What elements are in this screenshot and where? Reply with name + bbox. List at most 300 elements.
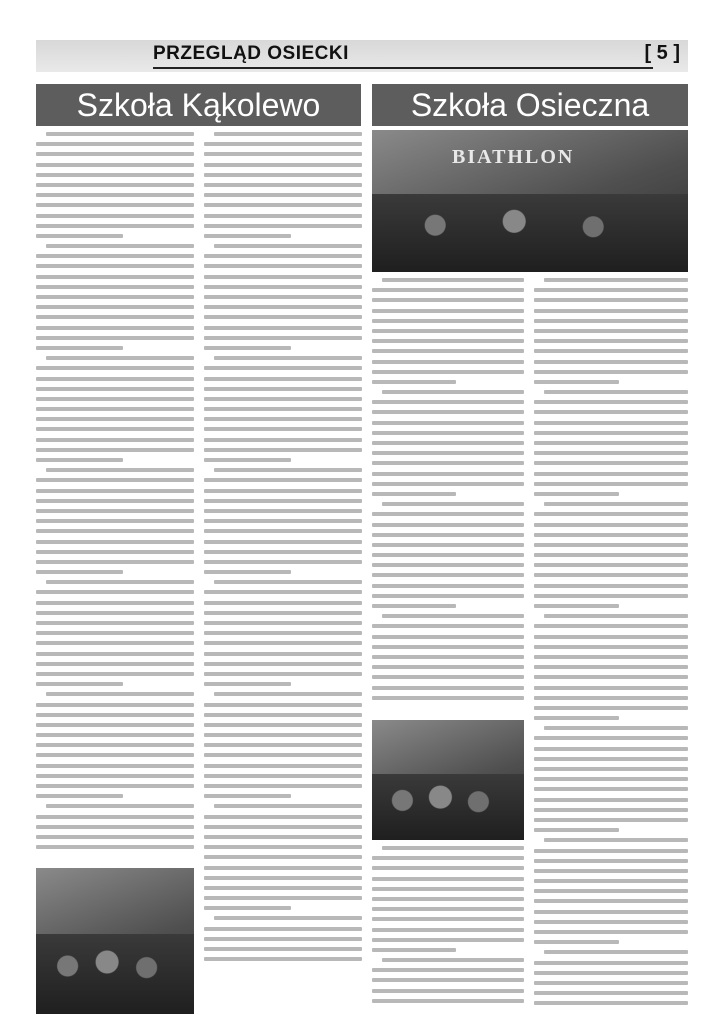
text-line-placeholder (36, 815, 194, 819)
text-line-placeholder (36, 427, 194, 431)
text-line-placeholder (36, 774, 194, 778)
text-line-placeholder (46, 804, 194, 808)
text-line-placeholder (204, 203, 362, 207)
text-line-placeholder (204, 254, 362, 258)
text-line-placeholder (204, 529, 362, 533)
photo-crowd (36, 934, 194, 1014)
text-line-placeholder (382, 278, 524, 282)
text-line-placeholder (204, 723, 362, 727)
text-line-placeholder (204, 601, 362, 605)
text-line-placeholder (36, 835, 194, 839)
text-line-placeholder (204, 183, 362, 187)
text-line-placeholder (372, 298, 524, 302)
text-line-placeholder (36, 458, 123, 462)
text-line-placeholder (534, 879, 688, 883)
text-line-placeholder (534, 319, 688, 323)
text-line-placeholder (204, 753, 362, 757)
text-line-placeholder (534, 492, 619, 496)
text-line-placeholder (204, 662, 362, 666)
text-line-placeholder (372, 948, 456, 952)
text-line-placeholder (204, 896, 362, 900)
text-line-placeholder (534, 696, 688, 700)
text-line-placeholder (534, 533, 688, 537)
photo-crowd (372, 194, 688, 272)
text-line-placeholder (372, 461, 524, 465)
text-line-placeholder (534, 553, 688, 557)
text-line-placeholder (204, 224, 362, 228)
text-line-placeholder (46, 244, 194, 248)
text-line-placeholder (204, 397, 362, 401)
text-line-placeholder (36, 142, 194, 146)
article-column-3 (372, 278, 524, 714)
text-line-placeholder (534, 961, 688, 965)
text-line-placeholder (204, 682, 291, 686)
text-line-placeholder (36, 336, 194, 340)
text-line-placeholder (204, 417, 362, 421)
text-line-placeholder (214, 244, 362, 248)
photo-sign-text: BIATHLON (452, 146, 575, 168)
text-line-placeholder (204, 927, 362, 931)
text-line-placeholder (36, 163, 194, 167)
text-line-placeholder (36, 713, 194, 717)
text-line-placeholder (534, 940, 619, 944)
text-line-placeholder (204, 427, 362, 431)
section-banner-osieczna: Szkoła Osieczna (372, 84, 688, 126)
article-column-2 (204, 132, 362, 972)
text-line-placeholder (36, 183, 194, 187)
text-line-placeholder (204, 285, 362, 289)
text-line-placeholder (534, 451, 688, 455)
text-line-placeholder (534, 910, 688, 914)
text-line-placeholder (544, 726, 688, 730)
text-line-placeholder (534, 787, 688, 791)
text-line-placeholder (534, 472, 688, 476)
text-line-placeholder (36, 550, 194, 554)
text-line-placeholder (534, 410, 688, 414)
text-line-placeholder (204, 407, 362, 411)
text-line-placeholder (534, 298, 688, 302)
text-line-placeholder (372, 665, 524, 669)
photo-osieczna-students (372, 720, 524, 840)
article-column-3-continued (372, 846, 524, 1012)
text-line-placeholder (372, 349, 524, 353)
text-line-placeholder (372, 645, 524, 649)
text-line-placeholder (214, 132, 362, 136)
text-line-placeholder (36, 560, 194, 564)
text-line-placeholder (372, 584, 524, 588)
text-line-placeholder (204, 764, 362, 768)
text-line-placeholder (534, 482, 688, 486)
text-line-placeholder (36, 346, 123, 350)
text-line-placeholder (372, 441, 524, 445)
text-line-placeholder (204, 326, 362, 330)
text-line-placeholder (204, 652, 362, 656)
text-line-placeholder (534, 339, 688, 343)
text-line-placeholder (204, 214, 362, 218)
text-line-placeholder (204, 876, 362, 880)
text-line-placeholder (204, 947, 362, 951)
text-line-placeholder (204, 672, 362, 676)
text-line-placeholder (204, 305, 362, 309)
text-line-placeholder (372, 696, 524, 700)
text-line-placeholder (36, 682, 123, 686)
text-line-placeholder (372, 675, 524, 679)
text-line-placeholder (534, 747, 688, 751)
text-line-placeholder (46, 692, 194, 696)
text-line-placeholder (534, 706, 688, 710)
photo-kakolewo-students (36, 868, 194, 1014)
text-line-placeholder (204, 866, 362, 870)
text-line-placeholder (534, 818, 688, 822)
text-line-placeholder (204, 489, 362, 493)
text-line-placeholder (36, 305, 194, 309)
text-line-placeholder (382, 614, 524, 618)
text-line-placeholder (204, 346, 291, 350)
text-line-placeholder (534, 991, 688, 995)
text-line-placeholder (204, 163, 362, 167)
text-line-placeholder (534, 512, 688, 516)
text-line-placeholder (36, 672, 194, 676)
text-line-placeholder (204, 519, 362, 523)
text-line-placeholder (36, 366, 194, 370)
text-line-placeholder (534, 981, 688, 985)
text-line-placeholder (382, 846, 524, 850)
text-line-placeholder (36, 295, 194, 299)
text-line-placeholder (372, 329, 524, 333)
text-line-placeholder (204, 509, 362, 513)
text-line-placeholder (372, 686, 524, 690)
text-line-placeholder (372, 877, 524, 881)
text-line-placeholder (372, 999, 524, 1003)
text-line-placeholder (534, 543, 688, 547)
text-line-placeholder (372, 938, 524, 942)
text-line-placeholder (534, 645, 688, 649)
text-line-placeholder (534, 899, 688, 903)
text-line-placeholder (204, 957, 362, 961)
text-line-placeholder (534, 849, 688, 853)
text-line-placeholder (204, 264, 362, 268)
text-line-placeholder (372, 431, 524, 435)
text-line-placeholder (372, 472, 524, 476)
text-line-placeholder (534, 563, 688, 567)
text-line-placeholder (204, 590, 362, 594)
text-line-placeholder (372, 635, 524, 639)
text-line-placeholder (204, 438, 362, 442)
text-line-placeholder (534, 624, 688, 628)
text-line-placeholder (36, 509, 194, 513)
text-line-placeholder (36, 478, 194, 482)
photo-biathlon-group (372, 130, 688, 272)
text-line-placeholder (372, 380, 456, 384)
text-line-placeholder (36, 203, 194, 207)
text-line-placeholder (372, 866, 524, 870)
text-line-placeholder (36, 652, 194, 656)
masthead (36, 40, 688, 72)
text-line-placeholder (36, 753, 194, 757)
text-line-placeholder (372, 594, 524, 598)
text-line-placeholder (36, 784, 194, 788)
text-line-placeholder (36, 723, 194, 727)
text-line-placeholder (36, 152, 194, 156)
text-line-placeholder (534, 686, 688, 690)
text-line-placeholder (204, 448, 362, 452)
text-line-placeholder (214, 916, 362, 920)
text-line-placeholder (534, 329, 688, 333)
text-line-placeholder (372, 360, 524, 364)
text-line-placeholder (36, 285, 194, 289)
text-line-placeholder (534, 889, 688, 893)
text-line-placeholder (204, 825, 362, 829)
text-line-placeholder (534, 523, 688, 527)
text-line-placeholder (534, 675, 688, 679)
text-line-placeholder (204, 193, 362, 197)
text-line-placeholder (36, 743, 194, 747)
text-line-placeholder (534, 665, 688, 669)
text-line-placeholder (372, 887, 524, 891)
text-line-placeholder (534, 370, 688, 374)
text-line-placeholder (214, 692, 362, 696)
text-line-placeholder (36, 764, 194, 768)
text-line-placeholder (534, 1001, 688, 1005)
text-line-placeholder (36, 438, 194, 442)
text-line-placeholder (372, 989, 524, 993)
text-line-placeholder (372, 655, 524, 659)
text-line-placeholder (214, 468, 362, 472)
text-line-placeholder (534, 635, 688, 639)
text-line-placeholder (214, 580, 362, 584)
text-line-placeholder (534, 441, 688, 445)
text-line-placeholder (372, 533, 524, 537)
text-line-placeholder (372, 400, 524, 404)
article-column-1 (36, 132, 194, 862)
text-line-placeholder (372, 421, 524, 425)
section-banner-kakolewo: Szkoła Kąkolewo (36, 84, 361, 126)
text-line-placeholder (36, 611, 194, 615)
text-line-placeholder (544, 502, 688, 506)
text-line-placeholder (204, 173, 362, 177)
text-line-placeholder (534, 859, 688, 863)
text-line-placeholder (36, 448, 194, 452)
text-line-placeholder (544, 838, 688, 842)
text-line-placeholder (372, 492, 456, 496)
text-line-placeholder (382, 958, 524, 962)
text-line-placeholder (372, 410, 524, 414)
text-line-placeholder (36, 193, 194, 197)
text-line-placeholder (534, 869, 688, 873)
text-line-placeholder (36, 519, 194, 523)
text-line-placeholder (372, 370, 524, 374)
text-line-placeholder (204, 540, 362, 544)
text-line-placeholder (214, 804, 362, 808)
text-line-placeholder (372, 512, 524, 516)
text-line-placeholder (36, 570, 123, 574)
text-line-placeholder (534, 349, 688, 353)
text-line-placeholder (36, 234, 123, 238)
text-line-placeholder (534, 930, 688, 934)
text-line-placeholder (36, 489, 194, 493)
text-line-placeholder (544, 390, 688, 394)
text-line-placeholder (204, 387, 362, 391)
text-line-placeholder (534, 309, 688, 313)
text-line-placeholder (204, 336, 362, 340)
text-line-placeholder (204, 713, 362, 717)
text-line-placeholder (36, 214, 194, 218)
text-line-placeholder (372, 553, 524, 557)
text-line-placeholder (534, 604, 619, 608)
text-line-placeholder (204, 845, 362, 849)
text-line-placeholder (534, 360, 688, 364)
text-line-placeholder (204, 152, 362, 156)
text-line-placeholder (372, 339, 524, 343)
text-line-placeholder (372, 573, 524, 577)
text-line-placeholder (36, 845, 194, 849)
text-line-placeholder (204, 621, 362, 625)
text-line-placeholder (372, 856, 524, 860)
text-line-placeholder (36, 417, 194, 421)
text-line-placeholder (204, 275, 362, 279)
text-line-placeholder (382, 390, 524, 394)
text-line-placeholder (36, 733, 194, 737)
text-line-placeholder (544, 950, 688, 954)
text-line-placeholder (36, 387, 194, 391)
text-line-placeholder (36, 601, 194, 605)
text-line-placeholder (534, 716, 619, 720)
text-line-placeholder (204, 570, 291, 574)
text-line-placeholder (372, 309, 524, 313)
text-line-placeholder (534, 573, 688, 577)
text-line-placeholder (204, 377, 362, 381)
text-line-placeholder (372, 482, 524, 486)
text-line-placeholder (534, 288, 688, 292)
article-column-4 (534, 278, 688, 1013)
text-line-placeholder (372, 907, 524, 911)
text-line-placeholder (36, 275, 194, 279)
text-line-placeholder (204, 234, 291, 238)
text-line-placeholder (36, 540, 194, 544)
text-line-placeholder (204, 499, 362, 503)
text-line-placeholder (204, 733, 362, 737)
text-line-placeholder (36, 397, 194, 401)
text-line-placeholder (382, 502, 524, 506)
text-line-placeholder (534, 828, 619, 832)
text-line-placeholder (46, 132, 194, 136)
text-line-placeholder (46, 356, 194, 360)
text-line-placeholder (534, 461, 688, 465)
text-line-placeholder (544, 614, 688, 618)
text-line-placeholder (204, 794, 291, 798)
text-line-placeholder (36, 621, 194, 625)
text-line-placeholder (204, 560, 362, 564)
photo-crowd (372, 774, 524, 840)
text-line-placeholder (204, 611, 362, 615)
text-line-placeholder (534, 777, 688, 781)
text-line-placeholder (36, 377, 194, 381)
text-line-placeholder (204, 142, 362, 146)
text-line-placeholder (534, 757, 688, 761)
text-line-placeholder (36, 631, 194, 635)
text-line-placeholder (36, 825, 194, 829)
text-line-placeholder (372, 928, 524, 932)
text-line-placeholder (36, 499, 194, 503)
text-line-placeholder (204, 886, 362, 890)
text-line-placeholder (372, 624, 524, 628)
text-line-placeholder (534, 920, 688, 924)
text-line-placeholder (46, 468, 194, 472)
text-line-placeholder (204, 295, 362, 299)
text-line-placeholder (204, 478, 362, 482)
text-line-placeholder (372, 319, 524, 323)
text-line-placeholder (36, 264, 194, 268)
text-line-placeholder (534, 971, 688, 975)
text-line-placeholder (372, 968, 524, 972)
text-line-placeholder (204, 550, 362, 554)
text-line-placeholder (204, 855, 362, 859)
text-line-placeholder (372, 604, 456, 608)
text-line-placeholder (534, 400, 688, 404)
text-line-placeholder (204, 458, 291, 462)
text-line-placeholder (214, 356, 362, 360)
text-line-placeholder (204, 366, 362, 370)
text-line-placeholder (534, 380, 619, 384)
text-line-placeholder (36, 641, 194, 645)
text-line-placeholder (534, 421, 688, 425)
text-line-placeholder (204, 315, 362, 319)
text-line-placeholder (36, 326, 194, 330)
text-line-placeholder (204, 631, 362, 635)
text-line-placeholder (372, 563, 524, 567)
text-line-placeholder (204, 937, 362, 941)
text-line-placeholder (36, 254, 194, 258)
text-line-placeholder (204, 743, 362, 747)
page-number: [ 5 ] (644, 42, 680, 64)
text-line-placeholder (534, 594, 688, 598)
text-line-placeholder (372, 451, 524, 455)
text-line-placeholder (372, 917, 524, 921)
text-line-placeholder (372, 978, 524, 982)
text-line-placeholder (534, 584, 688, 588)
text-line-placeholder (534, 655, 688, 659)
text-line-placeholder (46, 580, 194, 584)
text-line-placeholder (36, 407, 194, 411)
text-line-placeholder (372, 543, 524, 547)
text-line-placeholder (204, 703, 362, 707)
text-line-placeholder (36, 224, 194, 228)
text-line-placeholder (534, 736, 688, 740)
text-line-placeholder (372, 288, 524, 292)
text-line-placeholder (544, 278, 688, 282)
text-line-placeholder (534, 767, 688, 771)
text-line-placeholder (36, 529, 194, 533)
text-line-placeholder (204, 784, 362, 788)
masthead-rule (153, 67, 653, 69)
text-line-placeholder (372, 897, 524, 901)
text-line-placeholder (36, 662, 194, 666)
text-line-placeholder (204, 906, 291, 910)
text-line-placeholder (36, 794, 123, 798)
text-line-placeholder (534, 798, 688, 802)
text-line-placeholder (36, 315, 194, 319)
text-line-placeholder (204, 815, 362, 819)
text-line-placeholder (534, 808, 688, 812)
newspaper-title: PRZEGLĄD OSIECKI (153, 43, 349, 64)
text-line-placeholder (204, 641, 362, 645)
text-line-placeholder (36, 590, 194, 594)
text-line-placeholder (204, 835, 362, 839)
text-line-placeholder (372, 523, 524, 527)
text-line-placeholder (36, 173, 194, 177)
text-line-placeholder (204, 774, 362, 778)
text-line-placeholder (36, 703, 194, 707)
